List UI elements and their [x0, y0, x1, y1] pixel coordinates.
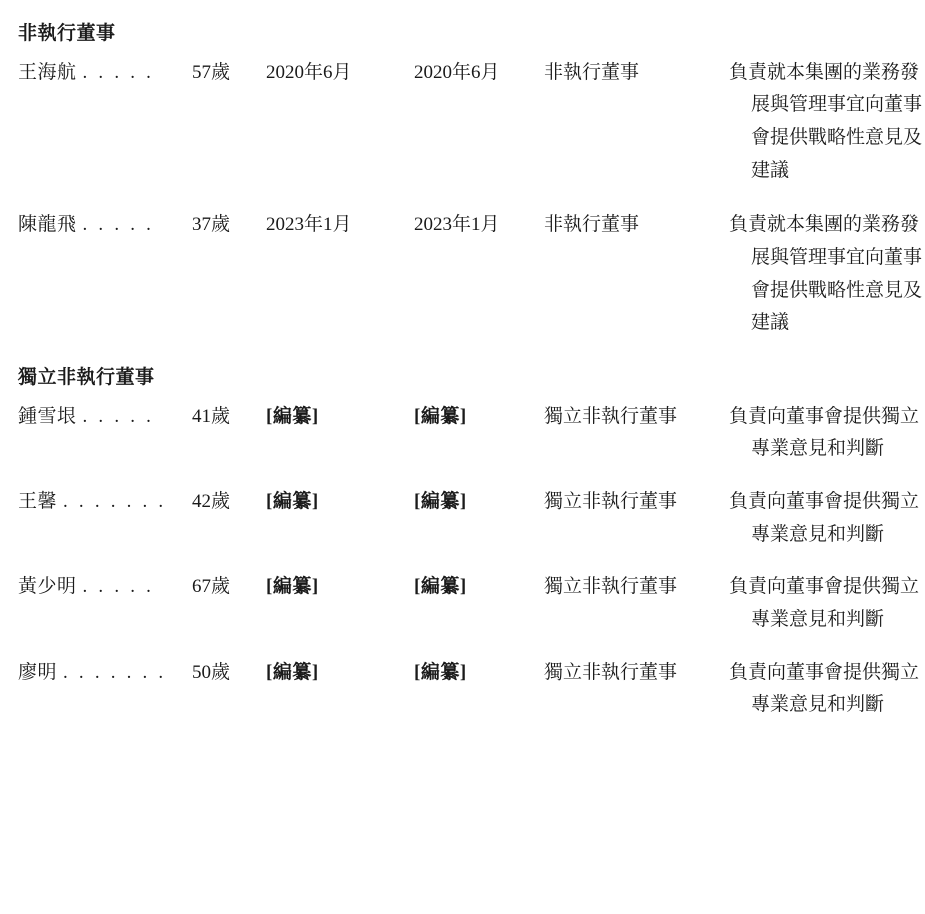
director-responsibility: 負責向董事會提供獨立專業意見和判斷: [729, 576, 920, 631]
leader-dots: . . . . . . .: [63, 661, 167, 683]
director-join-date: [編纂]: [266, 576, 319, 598]
directors-table: [18, 18, 923, 742]
director-appointment-date: 2023年1月: [414, 214, 500, 236]
director-name-cell: [18, 209, 188, 362]
director-age: 50歲: [192, 661, 231, 683]
director-responsibility-cell: [729, 571, 923, 656]
director-responsibility: 負責向董事會提供獨立專業意見和判斷: [729, 405, 920, 460]
director-role: 獨立非執行董事: [544, 576, 678, 598]
director-responsibility-cell: [729, 209, 923, 362]
leader-dots: . . . . .: [82, 61, 155, 83]
leader-dots: . . . . .: [82, 214, 155, 236]
table-row: [18, 209, 923, 362]
director-name: 王馨: [18, 491, 58, 513]
table-row: [18, 401, 923, 486]
table-row: [18, 571, 923, 656]
director-responsibility-cell: [729, 401, 923, 486]
director-name-cell: [18, 401, 188, 486]
director-name: 陳龍飛: [18, 214, 77, 236]
director-name-cell: [18, 571, 188, 656]
director-responsibility: 負責向董事會提供獨立專業意見和判斷: [729, 491, 920, 545]
director-age: 67歲: [192, 576, 231, 598]
table-row: [18, 57, 923, 210]
director-join-date: [編纂]: [266, 661, 319, 683]
director-name: 王海航: [18, 61, 77, 83]
director-join-date: 2020年6月: [266, 61, 352, 83]
director-name-cell: [18, 57, 188, 210]
section-heading-row: [18, 18, 923, 57]
director-age: 42歲: [192, 491, 231, 513]
director-role: 非執行董事: [544, 214, 640, 236]
director-responsibility: 負責向董事會提供獨立專業意見和判斷: [729, 661, 920, 716]
director-responsibility-cell: [729, 57, 923, 210]
table-row: [18, 657, 923, 742]
leader-dots: . . . . . . .: [63, 491, 167, 513]
leader-dots: . . . . .: [82, 405, 155, 427]
director-name-cell: [18, 486, 188, 571]
director-name: 鍾雪垠: [18, 405, 77, 427]
director-join-date: [編纂]: [266, 405, 319, 427]
section-heading: 非執行董事: [18, 23, 116, 44]
director-age: 37歲: [192, 214, 231, 236]
director-appointment-date: [編纂]: [414, 576, 467, 598]
director-role: 非執行董事: [544, 61, 640, 83]
director-responsibility-cell: [729, 486, 923, 571]
director-role: 獨立非執行董事: [544, 491, 678, 513]
director-join-date: 2023年1月: [266, 214, 352, 236]
director-appointment-date: [編纂]: [414, 661, 467, 683]
director-age: 57歲: [192, 61, 231, 83]
director-responsibility: 負責就本集團的業務發展與管理事宜向董事會提供戰略性意見及建議: [729, 214, 923, 334]
director-join-date: [編纂]: [266, 491, 319, 513]
director-appointment-date: [編纂]: [414, 405, 467, 427]
table-row: [18, 486, 923, 571]
director-responsibility: 負責就本集團的業務發展與管理事宜向董事會提供戰略性意見及建議: [729, 61, 923, 181]
leader-dots: . . . . .: [82, 576, 155, 598]
director-appointment-date: [編纂]: [414, 491, 467, 513]
director-name-cell: [18, 657, 188, 742]
director-age: 41歲: [192, 405, 231, 427]
director-name: 廖明: [18, 661, 58, 683]
section-heading: 獨立非執行董事: [18, 367, 155, 389]
director-role: 獨立非執行董事: [544, 405, 678, 427]
director-appointment-date: 2020年6月: [414, 61, 500, 83]
section-heading-row: [18, 362, 923, 401]
director-name: 黃少明: [18, 576, 77, 598]
director-responsibility-cell: [729, 657, 923, 742]
director-role: 獨立非執行董事: [544, 661, 678, 683]
